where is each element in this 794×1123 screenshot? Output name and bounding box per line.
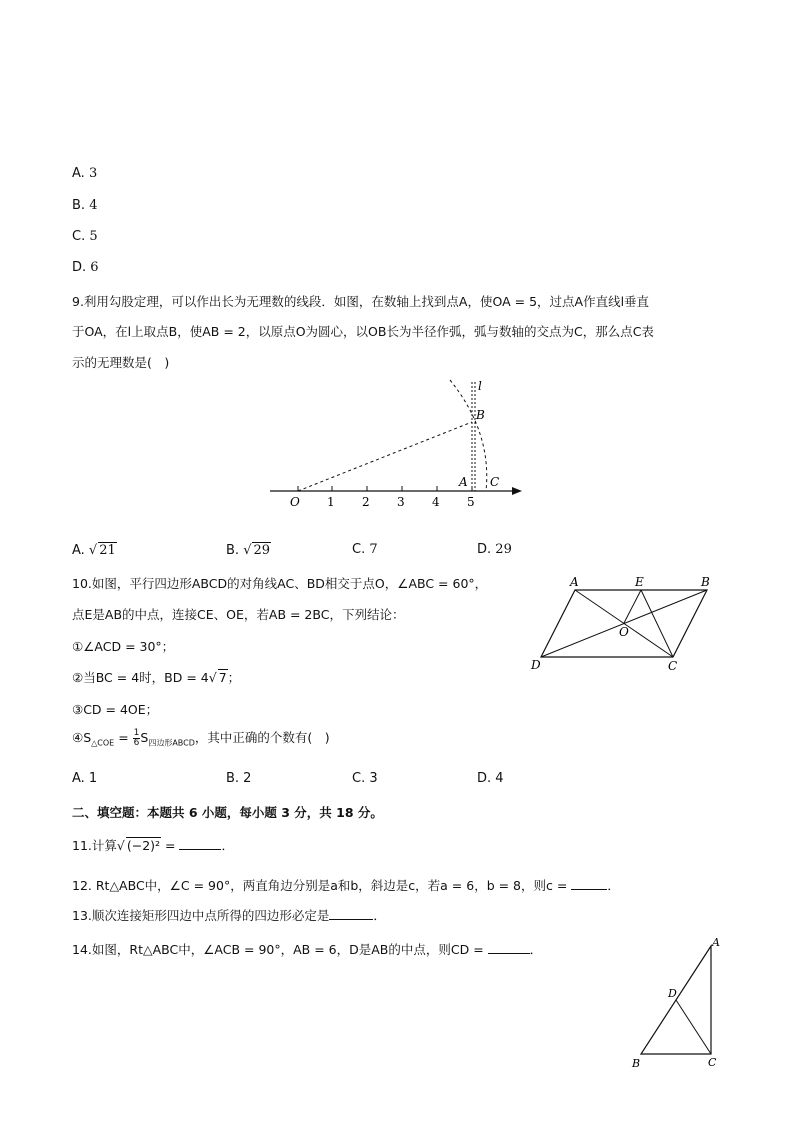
q10-item-1: ①∠ACD = 30°； (72, 639, 175, 654)
label-A: A (712, 936, 720, 949)
q12: 12. Rt△ABC中，∠C = 90°，两直角边分别是a和b，斜边是c，若a = 6，b = 8，则c = ． (72, 878, 620, 893)
label-C: C (490, 475, 500, 489)
q10-option-b: B. 2 (226, 771, 252, 786)
q11-answer-blank (179, 837, 221, 850)
label-E: E (635, 575, 644, 589)
label-B: B (701, 575, 710, 589)
q8-option-c: C. 5 (72, 229, 98, 244)
tick-label-5: 5 (467, 495, 475, 509)
q8-option-d: D. 6 (72, 260, 99, 275)
q12-answer-blank (571, 877, 607, 890)
q10-stem-line2: 点E是AB的中点，连接CE、OE，若AB = 2BC，下列结论： (72, 607, 405, 622)
arc-OB (450, 380, 487, 491)
q9-number-line-figure (260, 372, 530, 517)
axis-arrow (512, 487, 522, 495)
label-D: D (531, 658, 541, 672)
q9-option-d: D. 29 (477, 542, 512, 557)
diagonal-BD (541, 590, 707, 657)
label-A: A (459, 475, 468, 489)
q9-stem-line3: 示的无理数是( ) (72, 355, 170, 370)
q9-stem-line2: 于OA，在l上取点B，使AB = 2，以原点O为圆心，以OB长为半径作弧，弧与数轴的交点为C，那么点C表 (72, 324, 654, 339)
q13: 13.顺次连接矩形四边中点所得的四边形必定是 ． (72, 908, 386, 923)
q8-option-a: A. 3 (72, 166, 98, 181)
tick-label-2: 2 (362, 495, 370, 509)
q10-option-c: C. 3 (352, 771, 378, 786)
q10-item-4: $④S_{\triangle COE}$ = $\frac{1}{6}$ $S_{四边形ABCD}$，其中正确的个数有( ) (72, 728, 330, 748)
tick-label-4: 4 (432, 495, 440, 509)
q10-item-3: ③CD = 4OE； (72, 702, 159, 717)
q14: 14.如图，Rt△ABC中，∠ACB = 90°，AB = 6，D是AB的中点，则CD = ． (72, 942, 543, 957)
section-2-heading: 二、填空题：本题共 6 小题，每小题 3 分，共 18 分。 (72, 805, 383, 820)
q9-option-c: C. 7 (352, 542, 378, 557)
q10-parallelogram-figure (525, 572, 725, 676)
q14-answer-blank (488, 941, 530, 954)
q8-option-b: B. 4 (72, 198, 98, 213)
q13-answer-blank (329, 907, 373, 920)
q9-option-b: B. √ 29 (226, 543, 271, 558)
label-l: l (478, 379, 482, 393)
tick-label-1: 1 (327, 495, 335, 509)
q9-stem-line1: 9.利用勾股定理，可以作出长为无理数的线段．如图，在数轴上找到点A，使OA = 5，过点A作直线l垂直 (72, 294, 650, 309)
q9-option-a: A. √ 21 (72, 543, 116, 558)
label-B: B (632, 1057, 641, 1070)
q14-triangle-figure (625, 932, 730, 1072)
q10-item-2: ②当BC = 4时，BD = 4√ 7； (72, 670, 241, 685)
tick-label-3: 3 (397, 495, 405, 509)
segment-CE (641, 590, 673, 657)
q10-stem-line1: 10.如图，平行四边形ABCD的对角线AC、BD相交于点O，∠ABC = 60°， (72, 576, 488, 591)
label-C: C (668, 659, 678, 673)
label-D: D (668, 987, 677, 1000)
label-B: B (476, 408, 485, 422)
q10-option-a: A. 1 (72, 771, 98, 786)
segment-OB (298, 422, 472, 491)
segment-CD (676, 1000, 711, 1054)
q11: 11.计算√ (−2)² = ． (72, 838, 234, 853)
label-O: O (290, 495, 300, 509)
label-C: C (708, 1056, 717, 1069)
label-A: A (570, 575, 579, 589)
label-O: O (619, 625, 629, 639)
q10-option-d: D. 4 (477, 771, 504, 786)
